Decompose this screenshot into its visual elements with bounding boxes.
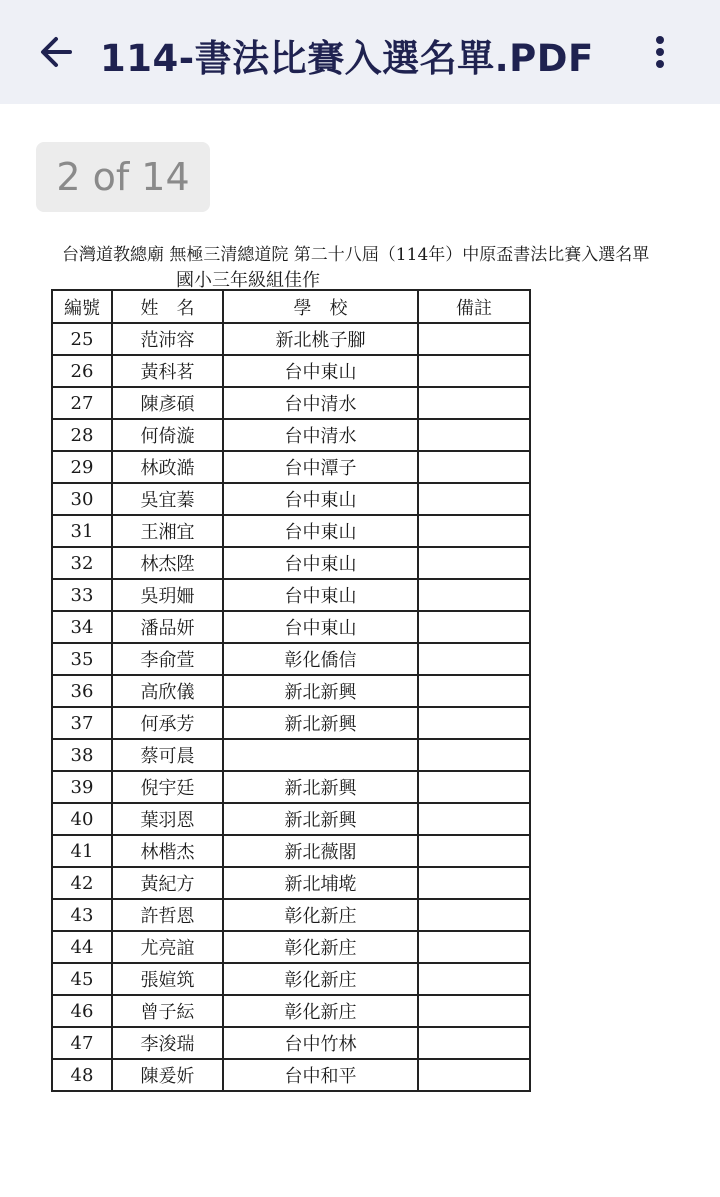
table-row <box>52 995 530 1027</box>
overflow-menu-button[interactable] <box>646 34 674 74</box>
cell-school: 台中竹林 <box>223 1027 418 1059</box>
cell-school: 台中東山 <box>223 611 418 643</box>
cell-note <box>418 963 530 995</box>
table-row <box>52 963 530 995</box>
cell-note <box>418 707 530 739</box>
cell-name: 吳宜蓁 <box>112 483 223 515</box>
cell-note <box>418 515 530 547</box>
cell-number: 36 <box>52 675 112 707</box>
more-vert-icon <box>646 36 674 68</box>
cell-note <box>418 547 530 579</box>
table-row <box>52 931 530 963</box>
cell-number: 30 <box>52 483 112 515</box>
arrow-left-icon <box>36 30 76 74</box>
cell-note <box>418 483 530 515</box>
cell-number: 31 <box>52 515 112 547</box>
cell-number: 35 <box>52 643 112 675</box>
cell-name: 張媗筑 <box>112 963 223 995</box>
cell-number: 44 <box>52 931 112 963</box>
cell-name: 李浚瑞 <box>112 1027 223 1059</box>
cell-number: 28 <box>52 419 112 451</box>
cell-note <box>418 675 530 707</box>
table-row <box>52 1059 530 1091</box>
table-row <box>52 675 530 707</box>
cell-school: 新北新興 <box>223 771 418 803</box>
table-row <box>52 579 530 611</box>
cell-note <box>418 867 530 899</box>
app-bar <box>0 0 720 104</box>
cell-number: 37 <box>52 707 112 739</box>
cell-name: 陳爰妡 <box>112 1059 223 1091</box>
cell-name: 林政澔 <box>112 451 223 483</box>
cell-number: 38 <box>52 739 112 771</box>
cell-name: 陳彥碩 <box>112 387 223 419</box>
cell-school: 新北埔墘 <box>223 867 418 899</box>
cell-note <box>418 419 530 451</box>
cell-school: 新北薇閣 <box>223 835 418 867</box>
cell-school <box>223 739 418 771</box>
table-row <box>52 483 530 515</box>
cell-note <box>418 387 530 419</box>
table-row <box>52 419 530 451</box>
table-row <box>52 643 530 675</box>
document-subheading: 國小三年級組佳作 <box>176 270 320 291</box>
cell-note <box>418 355 530 387</box>
cell-note <box>418 611 530 643</box>
cell-school: 台中東山 <box>223 355 418 387</box>
column-header-note: 備註 <box>418 290 530 323</box>
cell-school: 台中潭子 <box>223 451 418 483</box>
cell-number: 29 <box>52 451 112 483</box>
cell-name: 倪宇廷 <box>112 771 223 803</box>
cell-school: 新北桃子腳 <box>223 323 418 355</box>
column-header-name: 姓 名 <box>112 290 223 323</box>
cell-note <box>418 739 530 771</box>
table-row <box>52 899 530 931</box>
cell-name: 葉羽恩 <box>112 803 223 835</box>
cell-number: 26 <box>52 355 112 387</box>
cell-name: 黃紀方 <box>112 867 223 899</box>
table-header-row <box>52 290 530 323</box>
cell-name: 黃科茗 <box>112 355 223 387</box>
cell-note <box>418 323 530 355</box>
cell-school: 彰化新庄 <box>223 995 418 1027</box>
cell-number: 42 <box>52 867 112 899</box>
cell-number: 40 <box>52 803 112 835</box>
table-row <box>52 387 530 419</box>
cell-number: 48 <box>52 1059 112 1091</box>
cell-number: 43 <box>52 899 112 931</box>
table-row <box>52 547 530 579</box>
cell-note <box>418 579 530 611</box>
cell-number: 27 <box>52 387 112 419</box>
cell-name: 王湘宜 <box>112 515 223 547</box>
cell-school: 彰化僑信 <box>223 643 418 675</box>
cell-name: 何倚漩 <box>112 419 223 451</box>
table-row <box>52 835 530 867</box>
cell-name: 吳玥姍 <box>112 579 223 611</box>
table-row <box>52 611 530 643</box>
cell-school: 台中東山 <box>223 515 418 547</box>
column-header-number: 編號 <box>52 290 112 323</box>
cell-name: 何承芳 <box>112 707 223 739</box>
cell-school: 彰化新庄 <box>223 963 418 995</box>
cell-name: 范沛容 <box>112 323 223 355</box>
cell-number: 46 <box>52 995 112 1027</box>
cell-note <box>418 995 530 1027</box>
cell-name: 林楷杰 <box>112 835 223 867</box>
cell-name: 蔡可晨 <box>112 739 223 771</box>
cell-number: 39 <box>52 771 112 803</box>
cell-name: 曾子紜 <box>112 995 223 1027</box>
table-row <box>52 323 530 355</box>
cell-school: 台中清水 <box>223 419 418 451</box>
table-row <box>52 1027 530 1059</box>
table-row <box>52 803 530 835</box>
cell-name: 李俞萱 <box>112 643 223 675</box>
cell-name: 尤亮誼 <box>112 931 223 963</box>
column-header-school: 學 校 <box>223 290 418 323</box>
cell-note <box>418 931 530 963</box>
cell-school: 新北新興 <box>223 803 418 835</box>
cell-note <box>418 899 530 931</box>
cell-school: 台中東山 <box>223 579 418 611</box>
table-row <box>52 707 530 739</box>
document-heading: 台灣道教總廟 無極三清總道院 第二十八屆（114年）中原盃書法比賽入選名單 <box>62 245 650 265</box>
cell-number: 25 <box>52 323 112 355</box>
cell-note <box>418 771 530 803</box>
back-button[interactable] <box>36 30 76 74</box>
table-row <box>52 867 530 899</box>
table-row <box>52 355 530 387</box>
page-indicator: 2 of 14 <box>36 142 210 212</box>
cell-note <box>418 803 530 835</box>
cell-number: 34 <box>52 611 112 643</box>
cell-note <box>418 451 530 483</box>
cell-school: 台中東山 <box>223 483 418 515</box>
cell-number: 33 <box>52 579 112 611</box>
cell-school: 台中東山 <box>223 547 418 579</box>
cell-note <box>418 835 530 867</box>
cell-school: 新北新興 <box>223 707 418 739</box>
cell-name: 許哲恩 <box>112 899 223 931</box>
table-row <box>52 451 530 483</box>
cell-school: 彰化新庄 <box>223 931 418 963</box>
cell-note <box>418 1027 530 1059</box>
cell-number: 41 <box>52 835 112 867</box>
cell-school: 台中和平 <box>223 1059 418 1091</box>
cell-school: 新北新興 <box>223 675 418 707</box>
cell-name: 林杰陞 <box>112 547 223 579</box>
cell-number: 47 <box>52 1027 112 1059</box>
cell-name: 潘品妍 <box>112 611 223 643</box>
cell-school: 彰化新庄 <box>223 899 418 931</box>
cell-note <box>418 1059 530 1091</box>
cell-number: 45 <box>52 963 112 995</box>
table-row <box>52 739 530 771</box>
document-title: 114-書法比賽入選名單.PDF <box>100 37 594 80</box>
cell-school: 台中清水 <box>223 387 418 419</box>
cell-name: 高欣儀 <box>112 675 223 707</box>
winners-table <box>51 289 531 1092</box>
cell-number: 32 <box>52 547 112 579</box>
table-row <box>52 515 530 547</box>
cell-note <box>418 643 530 675</box>
table-row <box>52 771 530 803</box>
